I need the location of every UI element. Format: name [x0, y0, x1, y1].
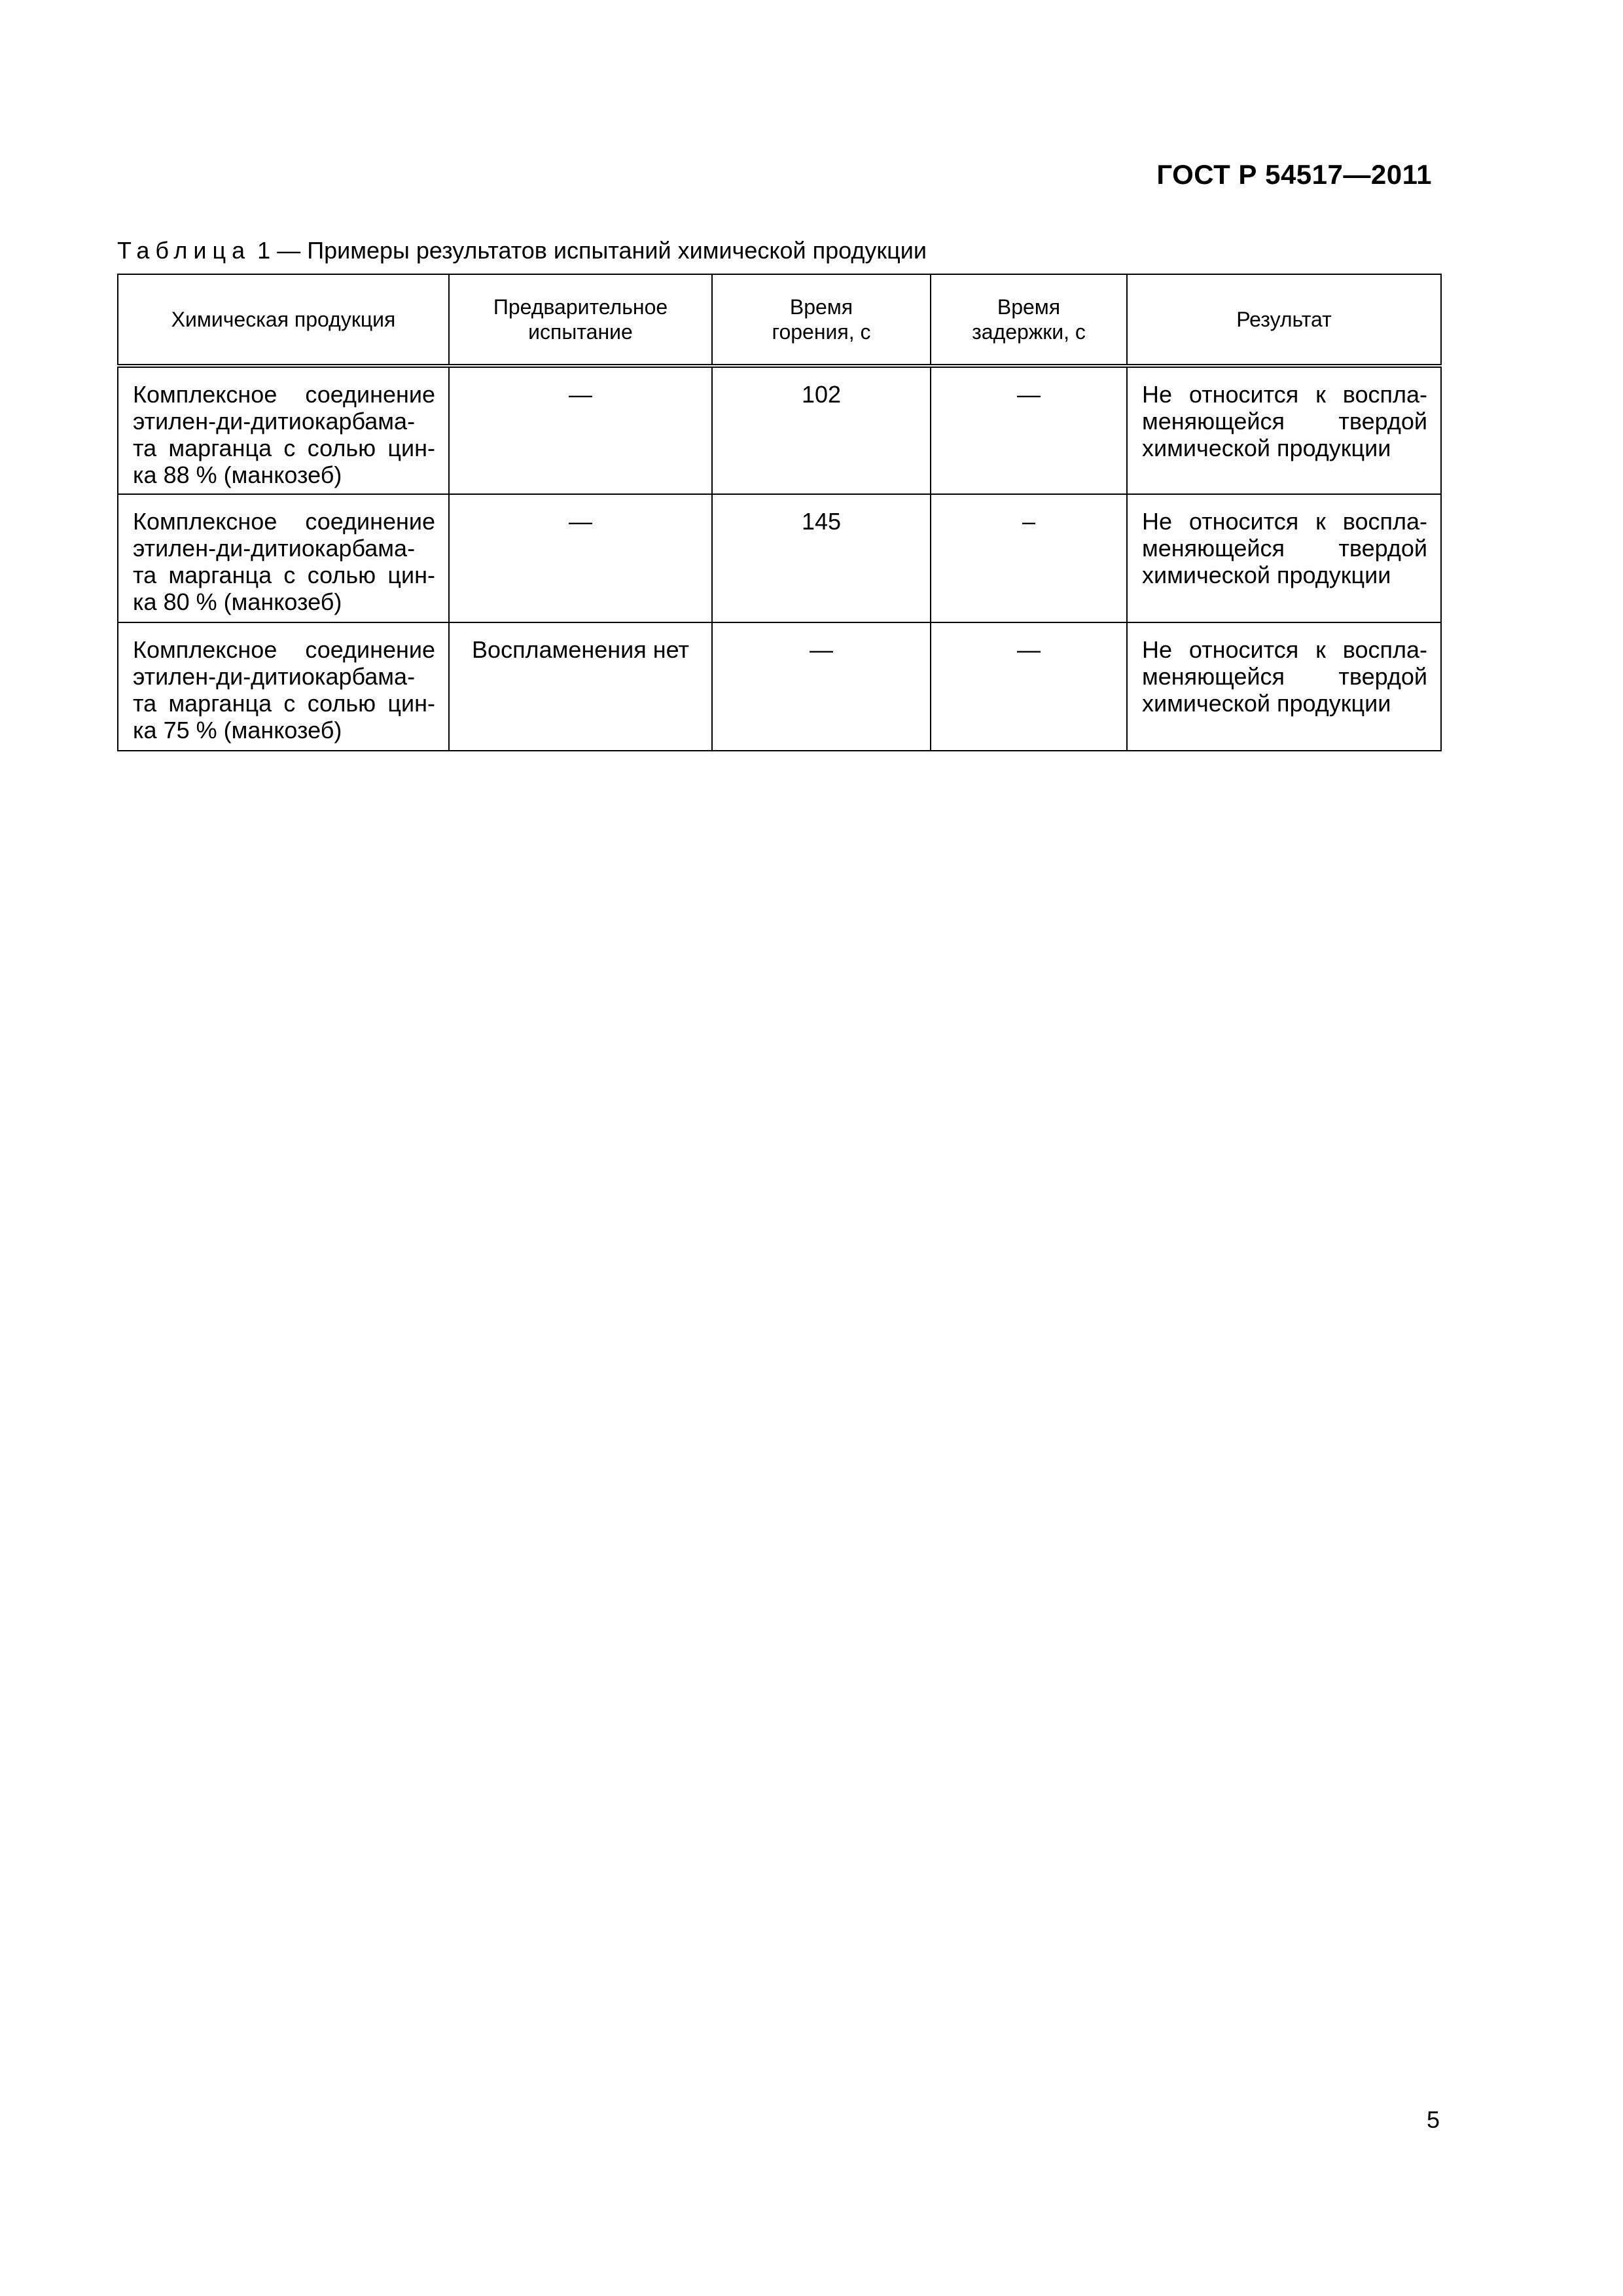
table-caption-label: Таблица [117, 237, 251, 264]
delay-time-cell: – [931, 494, 1127, 622]
burn-time-cell: 102 [712, 366, 931, 494]
table-row [118, 494, 1441, 622]
burn-time-cell: — [712, 622, 931, 751]
pretest-cell: — [449, 494, 712, 622]
page-number: 5 [1426, 2106, 1440, 2133]
document-code: ГОСТ Р 54517—2011 [1156, 159, 1432, 190]
header-delay-time: Время задержки, с [931, 274, 1127, 366]
product-cell: Комплексное соединение этилен-ди-дитиокарбама- та марганца с солью цин- ка 80 % (манкозеб) [118, 494, 449, 622]
delay-time-cell: — [931, 366, 1127, 494]
burn-time-cell: 145 [712, 494, 931, 622]
header-burn-time: Время горения, с [712, 274, 931, 366]
header-chemical-product: Химическая продукция [118, 274, 449, 366]
table-header-row [118, 274, 1441, 366]
result-cell: Не относится к воспла- меняющейся твердой химической продукции [1127, 366, 1441, 494]
product-cell: Комплексное соединение этилен-ди-дитиокарбама- та марганца с солью цин- ка 75 % (манкозеб) [118, 622, 449, 751]
table-caption-title: 1 — Примеры результатов испытаний химической продукции [257, 237, 927, 264]
header-result: Результат [1127, 274, 1441, 366]
result-cell: Не относится к воспла- меняющейся твердой химической продукции [1127, 622, 1441, 751]
result-cell: Не относится к воспла- меняющейся твердой химической продукции [1127, 494, 1441, 622]
header-preliminary-test: Предварительное испытание [449, 274, 712, 366]
pretest-cell: — [449, 366, 712, 494]
table-caption [117, 237, 927, 264]
table-row [118, 622, 1441, 751]
product-cell: Комплексное соединение этилен-ди-дитиокарбама- та марганца с солью цин- ка 88 % (манкозеб) [118, 366, 449, 494]
pretest-cell: Воспламенения нет [449, 622, 712, 751]
table-row [118, 366, 1441, 494]
results-table [117, 274, 1442, 751]
delay-time-cell: — [931, 622, 1127, 751]
